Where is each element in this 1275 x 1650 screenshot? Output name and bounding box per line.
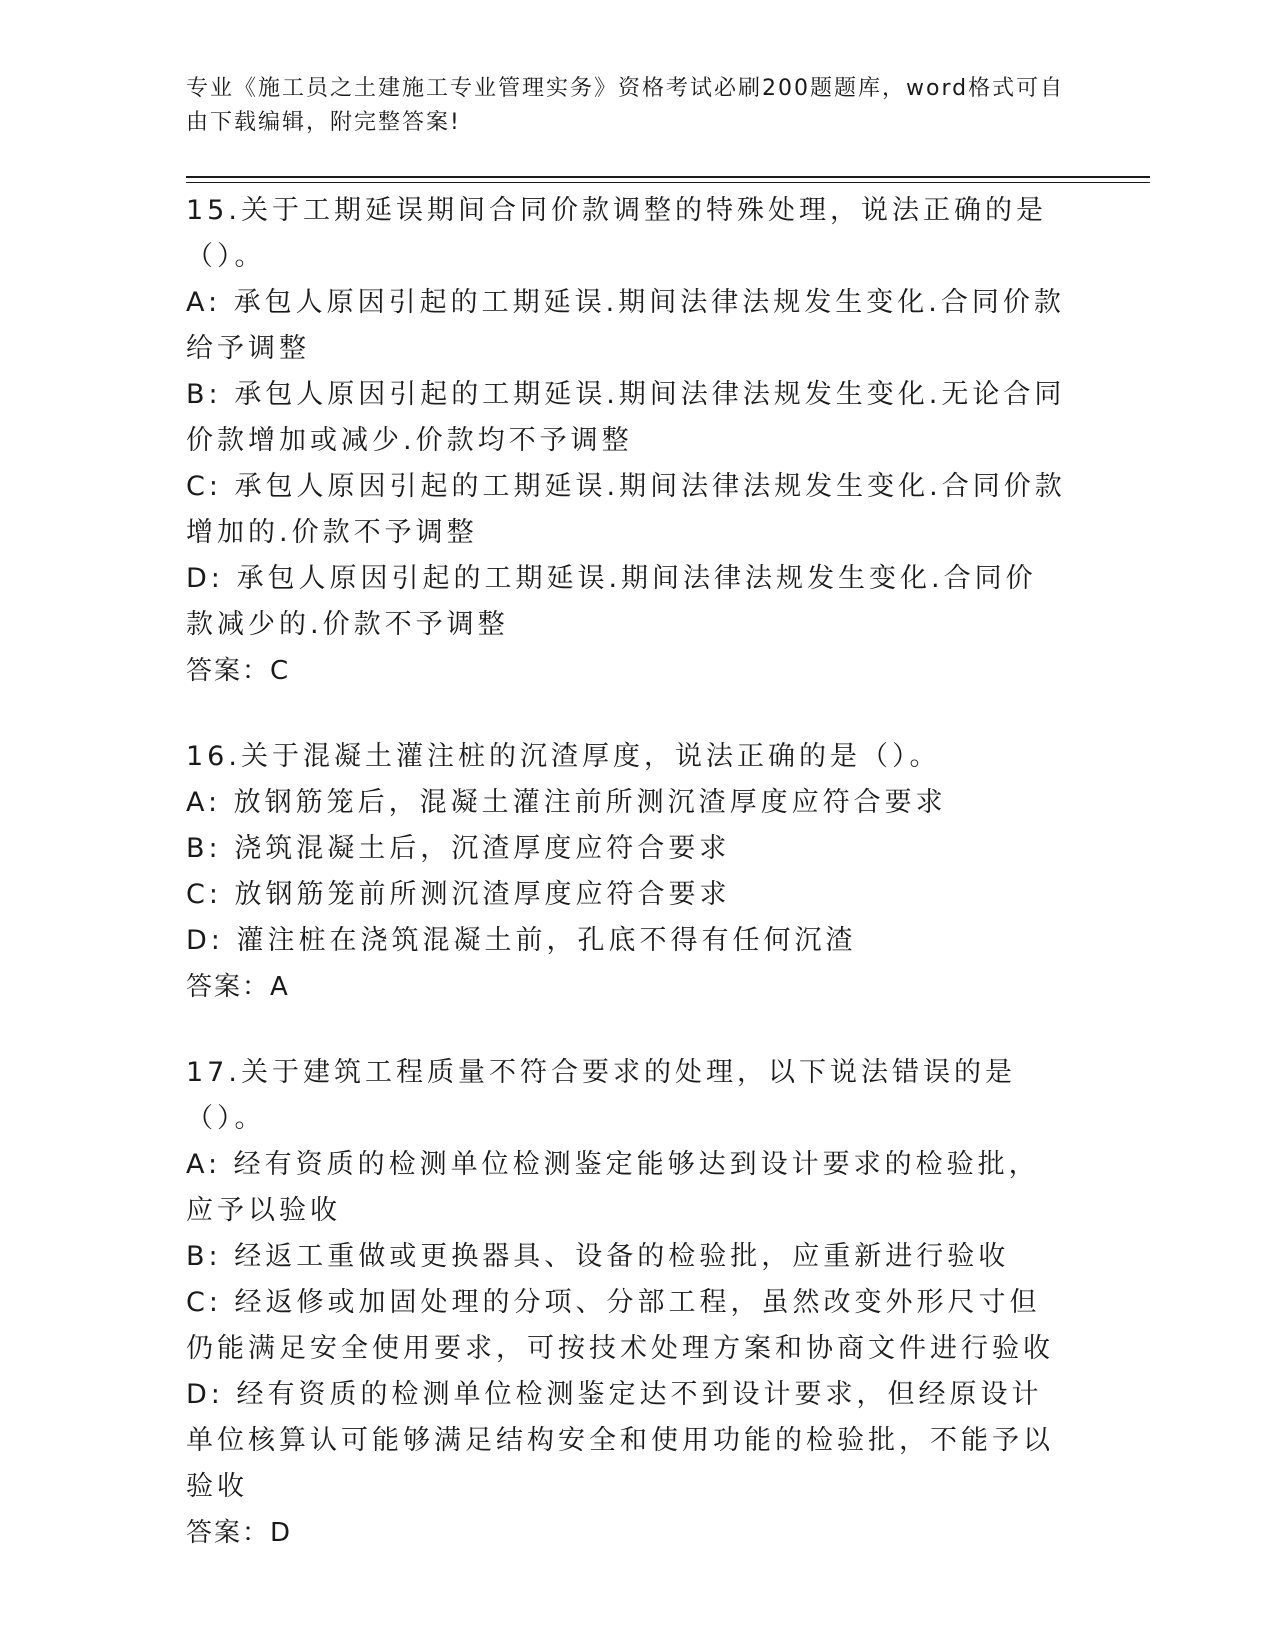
question-list xyxy=(186,188,1066,1596)
option-c: C: 经返修或加固处理的分项、分部工程，虽然改变外形尺寸但仍能满足安全使用要求，可按技术处理方案和协商文件进行验收 xyxy=(186,1287,1054,1364)
question-16 xyxy=(186,734,1066,1010)
option-b: B: 经返工重做或更换器具、设备的检验批，应重新进行验收 xyxy=(186,1241,1010,1272)
answer-line: 答案：C xyxy=(186,656,291,686)
option-d: D: 承包人原因引起的工期延误.期间法律法规发生变化.合同价款减少的.价款不予调整 xyxy=(186,563,1037,640)
question-stem: 17.关于建筑工程质量不符合要求的处理，以下说法错误的是（）。 xyxy=(186,1057,1016,1134)
option-a: A: 承包人原因引起的工期延误.期间法律法规发生变化.合同价款给予调整 xyxy=(186,287,1065,364)
option-b: B: 浇筑混凝土后，沉渣厚度应符合要求 xyxy=(186,833,731,864)
question-stem: 16.关于混凝土灌注桩的沉渣厚度，说法正确的是（）。 xyxy=(186,741,941,772)
question-stem: 15.关于工期延误期间合同价款调整的特殊处理，说法正确的是（）。 xyxy=(186,195,1047,272)
option-a: A: 放钢筋笼后，混凝土灌注前所测沉渣厚度应符合要求 xyxy=(186,787,947,818)
header-divider-thick xyxy=(186,176,1150,178)
option-c: C: 承包人原因引起的工期延误.期间法律法规发生变化.合同价款增加的.价款不予调整 xyxy=(186,471,1066,548)
option-c: C: 放钢筋笼前所测沉渣厚度应符合要求 xyxy=(186,879,731,910)
option-d: D: 经有资质的检测单位检测鉴定达不到设计要求，但经原设计单位核算认可能够满足结构安全和使用功能的检验批，不能予以验收 xyxy=(186,1379,1054,1502)
answer-line: 答案：D xyxy=(186,1518,293,1548)
header-divider-thin xyxy=(186,182,1150,183)
document-header: 专业《施工员之土建施工专业管理实务》资格考试必刷200题题库，word格式可自由下载编辑，附完整答案! xyxy=(186,76,1065,135)
answer-line: 答案：A xyxy=(186,972,290,1002)
option-a: A: 经有资质的检测单位检测鉴定能够达到设计要求的检验批，应予以验收 xyxy=(186,1149,1040,1226)
question-15 xyxy=(186,188,1066,694)
option-d: D: 灌注桩在浇筑混凝土前，孔底不得有任何沉渣 xyxy=(186,925,857,956)
question-17 xyxy=(186,1050,1066,1556)
option-b: B: 承包人原因引起的工期延误.期间法律法规发生变化.无论合同价款增加或减少.价款均不予调整 xyxy=(186,379,1066,456)
